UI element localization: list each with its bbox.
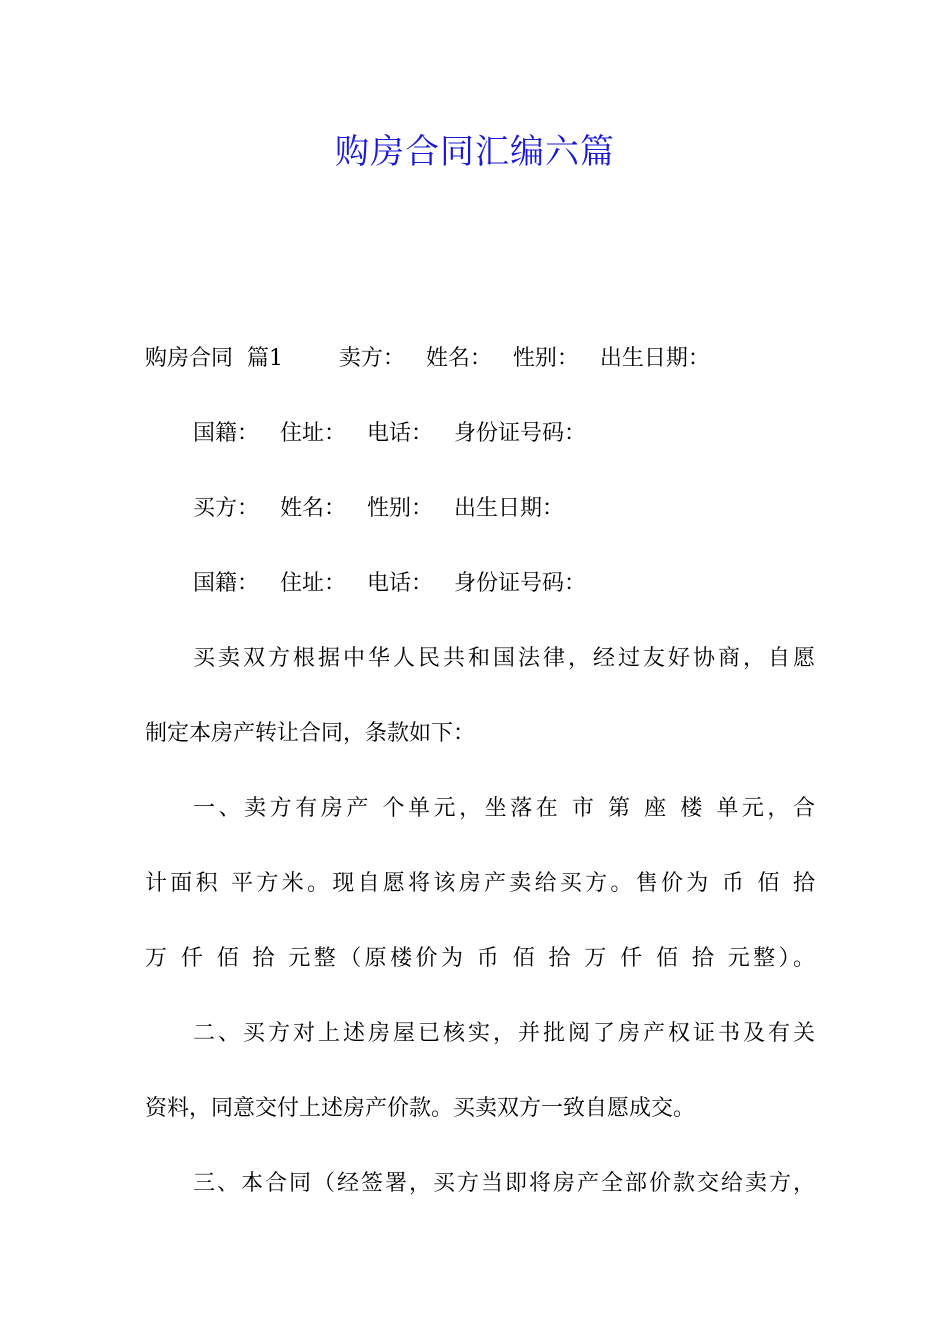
paragraph-line-clause1-1: 一、卖方有房产 个单元，坐落在 市 第 座 楼 单元，合 [193,796,815,821]
document-title: 购房合同汇编六篇 [335,132,615,172]
paragraph-line-clause2-1: 二、买方对上述房屋已核实，并批阅了房产权证书及有关 [193,1021,815,1046]
paragraph-line-seller-info: 国籍： 住址： 电话： 身份证号码： [193,421,586,446]
paragraph-line-preamble-1: 买卖双方根据中华人民共和国法律，经过友好协商，自愿 [193,646,815,671]
paragraph-line-clause1-3: 万 仟 佰 拾 元整（原楼价为 币 佰 拾 万 仟 佰 拾 元整）。 [145,946,815,971]
paragraph-line-clause3-1: 三、本合同（经签署，买方当即将房产全部价款交给卖方， [193,1171,815,1196]
paragraph-line-clause1-2: 计面积 平方米。现自愿将该房产卖给买方。售价为 币 佰 拾 [145,871,815,896]
paragraph-line-preamble-2: 制定本房产转让合同，条款如下： [145,721,476,746]
paragraph-line-clause2-2: 资料，同意交付上述房产价款。买卖双方一致自愿成交。 [145,1096,696,1121]
paragraph-line-buyer-info: 国籍： 住址： 电话： 身份证号码： [193,571,586,596]
paragraph-line-buyer: 买方： 姓名： 性别： 出生日期： [193,496,564,521]
paragraph-line-header: 购房合同 篇1 卖方： 姓名： 性别： 出生日期： [145,346,710,371]
